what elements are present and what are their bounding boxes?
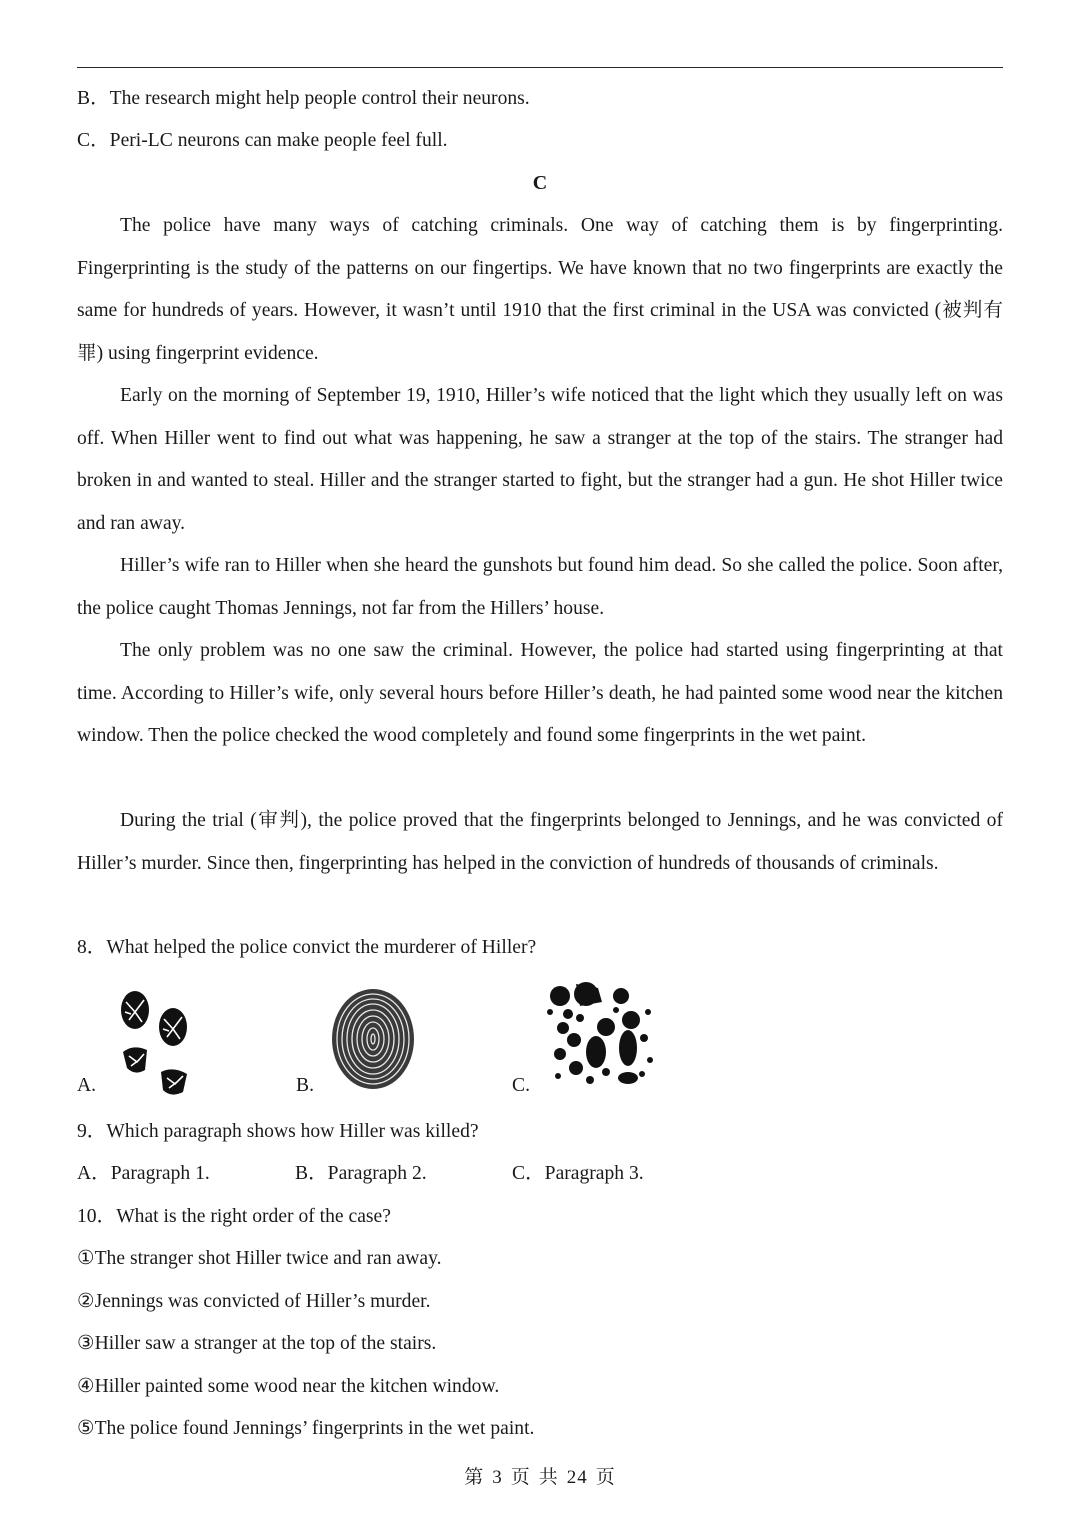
q10-event-1 (77, 1247, 442, 1271)
option-letter: B． (295, 1163, 328, 1184)
question-text: What helped the police convict the murderer of Hiller? (106, 937, 537, 958)
q9-options (77, 1162, 777, 1186)
current-page-number: 3 (492, 1467, 503, 1488)
question-10 (77, 1205, 391, 1229)
footer-suffix: 页 (595, 1467, 616, 1488)
footer-total-word: 共 (538, 1467, 559, 1488)
prev-option-c (77, 129, 448, 153)
event-marker: ⑤ (77, 1418, 95, 1439)
event-marker: ④ (77, 1376, 95, 1397)
question-number: 8． (77, 937, 107, 958)
option-letter: B． (77, 88, 110, 109)
footer-page-word: 页 (510, 1467, 531, 1488)
passage-paragraph-5: During the trial (审判), the police proved that the fingerprints belonged to Jennings, and he was convicted of Hiller’s murder. Since then, fingerprinting has helped in the conviction of hundreds of thousands of criminals. (77, 810, 1003, 874)
q9-option-b[interactable] (295, 1162, 427, 1186)
q10-event-2 (77, 1290, 431, 1314)
q10-event-4 (77, 1375, 499, 1399)
event-text: Hiller painted some wood near the kitchen window. (94, 1376, 500, 1397)
passage-paragraph-4: The only problem was no one saw the criminal. However, the police had started using fingerprinting at that time. According to Hiller’s wife, only several hours before Hiller’s death, he had painted some wood near the kitchen window. Then the police checked the wood completely and found some fingerprints in the wet paint. (77, 640, 1003, 746)
page-indicator (0, 1462, 1080, 1489)
header-rule (77, 67, 1003, 68)
event-text: The police found Jennings’ fingerprints in the wet paint. (94, 1418, 535, 1439)
event-marker: ③ (77, 1333, 95, 1354)
question-text: What is the right order of the case? (116, 1206, 391, 1227)
fingerprint-icon (330, 987, 416, 1091)
question-9 (77, 1120, 479, 1144)
section-title: C (532, 172, 548, 194)
option-text: Paragraph 2. (327, 1163, 427, 1184)
q9-option-a[interactable] (77, 1162, 210, 1186)
event-text: Hiller saw a stranger at the top of the stairs. (94, 1333, 437, 1354)
option-text: Peri-LC neurons can make people feel full. (109, 130, 448, 151)
q9-option-c[interactable] (512, 1162, 644, 1186)
option-letter: A． (77, 1163, 111, 1184)
q8-option-a[interactable] (77, 985, 207, 1100)
q8-option-b[interactable] (296, 985, 426, 1100)
option-text: Paragraph 1. (110, 1163, 210, 1184)
question-number: 9． (77, 1121, 107, 1142)
event-text: Jennings was convicted of Hiller’s murder. (94, 1291, 431, 1312)
event-marker: ① (77, 1248, 95, 1269)
option-letter: A. (77, 1075, 97, 1096)
event-text: The stranger shot Hiller twice and ran away. (94, 1248, 442, 1269)
option-letter: B. (296, 1075, 314, 1096)
total-pages-number: 24 (566, 1467, 588, 1488)
passage-paragraph-1: The police have many ways of catching criminals. One way of catching them is by fingerprinting. Fingerprinting is the study of the patterns on our fingertips. We have known that no two fingerprints are exactly the same for hundreds of years. However, it wasn’t until 1910 that the first criminal in the USA was convicted (被判有罪) using fingerprint evidence. (77, 215, 1003, 364)
option-letter: C． (77, 130, 110, 151)
option-text: Paragraph 3. (544, 1163, 644, 1184)
q10-event-5 (77, 1417, 534, 1441)
question-text: Which paragraph shows how Hiller was killed? (106, 1121, 479, 1142)
q8-option-c[interactable] (512, 980, 662, 1100)
q10-event-3 (77, 1332, 436, 1356)
footprints-icon (117, 990, 199, 1098)
option-text: The research might help people control their neurons. (109, 88, 530, 109)
passage-paragraph-2: Early on the morning of September 19, 1910, Hiller’s wife noticed that the light which they usually left on was off. When Hiller went to find out what was happening, he saw a stranger at the top of the stairs. The stranger had broken in and wanted to steal. Hiller and the stranger started to fight, but the stranger had a gun. He shot Hiller twice and ran away. (77, 385, 1003, 534)
prev-option-b (77, 87, 530, 111)
passage-paragraph-3: Hiller’s wife ran to Hiller when she heard the gunshots but found him dead. So she called the police. Soon after, the police caught Thomas Jennings, not far from the Hillers’ house. (77, 555, 1003, 619)
option-letter: C. (512, 1075, 530, 1096)
option-letter: C． (512, 1163, 545, 1184)
question-8 (77, 936, 536, 960)
question-number: 10． (77, 1206, 117, 1227)
footer-prefix: 第 (464, 1467, 485, 1488)
ink-splatter-icon (546, 980, 658, 1088)
event-marker: ② (77, 1291, 95, 1312)
